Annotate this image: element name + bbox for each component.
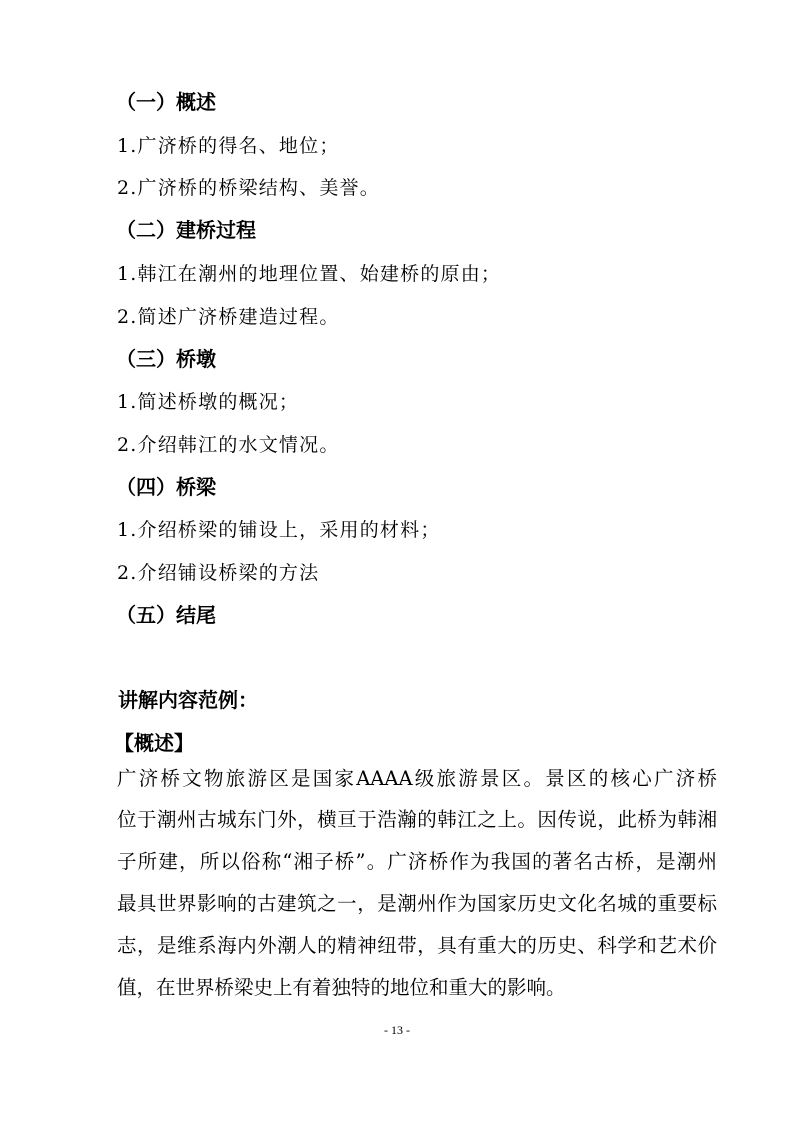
outline-item-1-1: 1.广济桥的得名、地位； xyxy=(117,135,340,157)
outline-item-4-1: 1.介绍桥梁的铺设上，采用的材料； xyxy=(117,519,441,541)
paragraph-line-5: 志，是维系海内外潮人的精神纽带，具有重大的历史、科学和艺术价 xyxy=(117,934,717,957)
paragraph-line-4: 最具世界影响的古建筑之一，是潮州作为国家历史文化名城的重要标 xyxy=(117,892,717,915)
paragraph-line-2: 位于潮州古城东门外，横亘于浩瀚的韩江之上。因传说，此桥为韩湘 xyxy=(117,808,717,831)
paragraph-line-6: 值，在世界桥梁史上有着独特的地位和重大的影响。 xyxy=(117,976,566,999)
outline-heading-3: （三）桥墩 xyxy=(116,347,216,371)
outline-item-3-1: 1.简述桥墩的概况； xyxy=(117,391,300,413)
outline-item-2-2: 2.简述广济桥建造过程。 xyxy=(117,306,340,328)
outline-item-3-2: 2.介绍韩江的水文情况。 xyxy=(117,434,340,456)
paragraph-line-3: 子所建，所以俗称“湘子桥”。广济桥作为我国的著名古桥，是潮州 xyxy=(117,850,717,873)
paragraph-line-1: 广济桥文物旅游区是国家AAAA级旅游景区。景区的核心广济桥 xyxy=(117,767,717,790)
page-number: - 13 - xyxy=(384,1023,410,1037)
outline-item-4-2: 2.介绍铺设桥梁的方法 xyxy=(117,562,320,584)
outline-heading-1: （一）概述 xyxy=(116,90,216,114)
outline-heading-4: （四）桥梁 xyxy=(116,475,216,499)
example-title: 讲解内容范例： xyxy=(118,688,258,712)
outline-item-2-1: 1.韩江在潮州的地理位置、始建桥的原由； xyxy=(117,263,502,285)
outline-item-1-2: 2.广济桥的桥梁结构、美誉。 xyxy=(117,177,380,199)
example-section-label: 【概述】 xyxy=(114,731,194,755)
outline-heading-2: （二）建桥过程 xyxy=(116,218,256,242)
outline-heading-5: （五）结尾 xyxy=(116,603,216,627)
